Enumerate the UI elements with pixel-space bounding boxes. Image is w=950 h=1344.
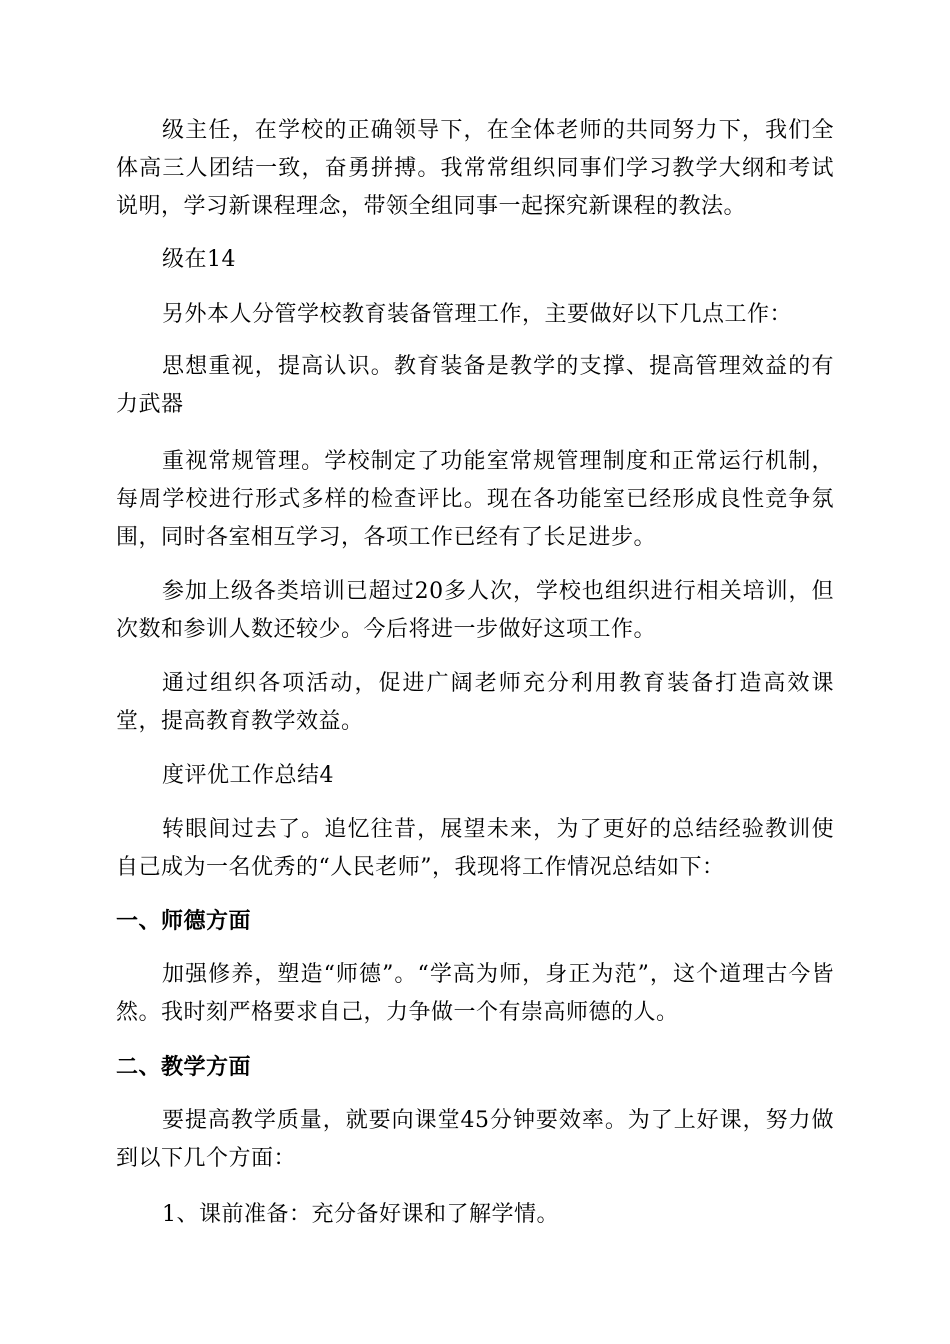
paragraph-teaching: 要提高教学质量，就要向课堂45分钟要效率。为了上好课，努力做到以下几个方面： — [116, 1108, 834, 1171]
paragraph-preparation: 1、课前准备：充分备好课和了解学情。 — [162, 1202, 559, 1227]
paragraph-grade: 级在14 — [162, 247, 236, 272]
paragraph-awareness: 思想重视，提高认识。教育装备是教学的支撑、提高管理效益的有力武器 — [116, 354, 834, 417]
paragraph-summary-title: 度评优工作总结4 — [162, 763, 334, 788]
heading-teaching: 二、教学方面 — [116, 1055, 252, 1080]
paragraph-activities: 通过组织各项活动，促进广阔老师充分利用教育装备打造高效课堂，提高教育教学效益。 — [116, 671, 834, 734]
paragraph-ethics: 加强修养，塑造“师德”。“学高为师，身正为范”，这个道理古今皆然。我时刻严格要求自己，力争做一个有崇高师德的人。 — [116, 962, 834, 1025]
paragraph-routine-management: 重视常规管理。学校制定了功能室常规管理制度和正常运行机制，每周学校进行形式多样的检查评比。现在各功能室已经形成良性竞争氛围，同时各室相互学习，各项工作已经有了长足进步。 — [116, 449, 834, 550]
paragraph-class-leader: 级主任，在学校的正确领导下，在全体老师的共同努力下，我们全体高三人团结一致，奋勇拼搏。我常常组织同事们学习教学大纲和考试说明，学习新课程理念，带领全组同事一起探究新课程的教法。 — [116, 118, 834, 219]
paragraph-intro: 转眼间过去了。追忆往昔，展望未来，为了更好的总结经验教训使自己成为一名优秀的“人民老师”，我现将工作情况总结如下： — [116, 817, 834, 880]
heading-ethics: 一、师德方面 — [116, 909, 252, 934]
paragraph-training: 参加上级各类培训已超过20多人次，学校也组织进行相关培训，但次数和参训人数还较少。今后将进一步做好这项工作。 — [116, 579, 834, 642]
paragraph-equipment-intro: 另外本人分管学校教育装备管理工作，主要做好以下几点工作： — [162, 302, 793, 327]
